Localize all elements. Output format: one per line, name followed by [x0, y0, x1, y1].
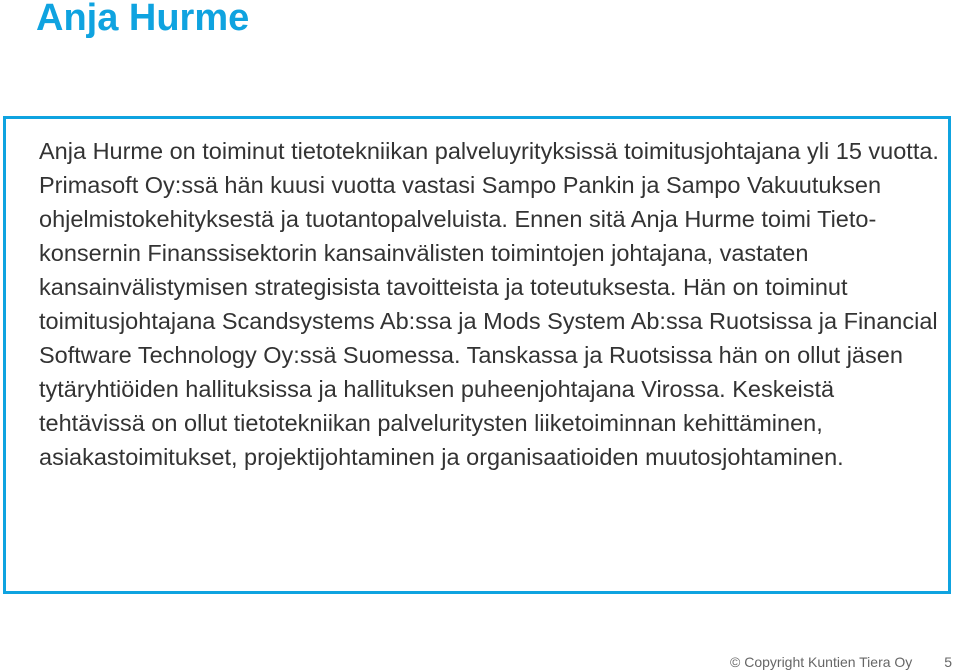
bio-paragraph: Anja Hurme on toiminut tietotekniikan palveluyrityksissä toimitusjohtajana yli 15 vuotta. Primasoft Oy:ssä hän kuusi vuotta vastasi Sampo Pankin ja Sampo Vakuutuksen ohjelmistokehityksestä ja tuotantopalveluista. Ennen sitä Anja Hurme toimi Tieto-konsernin Finanssisektorin kansainvälisten toimintojen johtajana, vastaten kansainvälistymisen strategisista tavoitteista ja toteutuksesta. Hän on toiminut toimitusjohtajana Scandsystems Ab:ssa ja Mods System Ab:ssa Ruotsissa ja Financial Software Technology Oy:ssä Suomessa. Tanskassa ja Ruotsissa hän on ollut jäsen tytäryhtiöiden hallituksissa ja hallituksen puheenjohtajana Virossa. Keskeistä tehtävissä on ollut tietotekniikan palveluritysten liiketoiminnan kehittäminen, asiakastoimitukset, projektijohtaminen ja organisaatioiden muutosjohtaminen.	[39, 138, 939, 470]
bio-box	[3, 116, 951, 594]
footer	[730, 654, 952, 670]
page-number: 5	[944, 654, 952, 670]
copyright-text: © Copyright Kuntien Tiera Oy	[730, 654, 913, 670]
page-title: Anja Hurme	[36, 0, 250, 39]
